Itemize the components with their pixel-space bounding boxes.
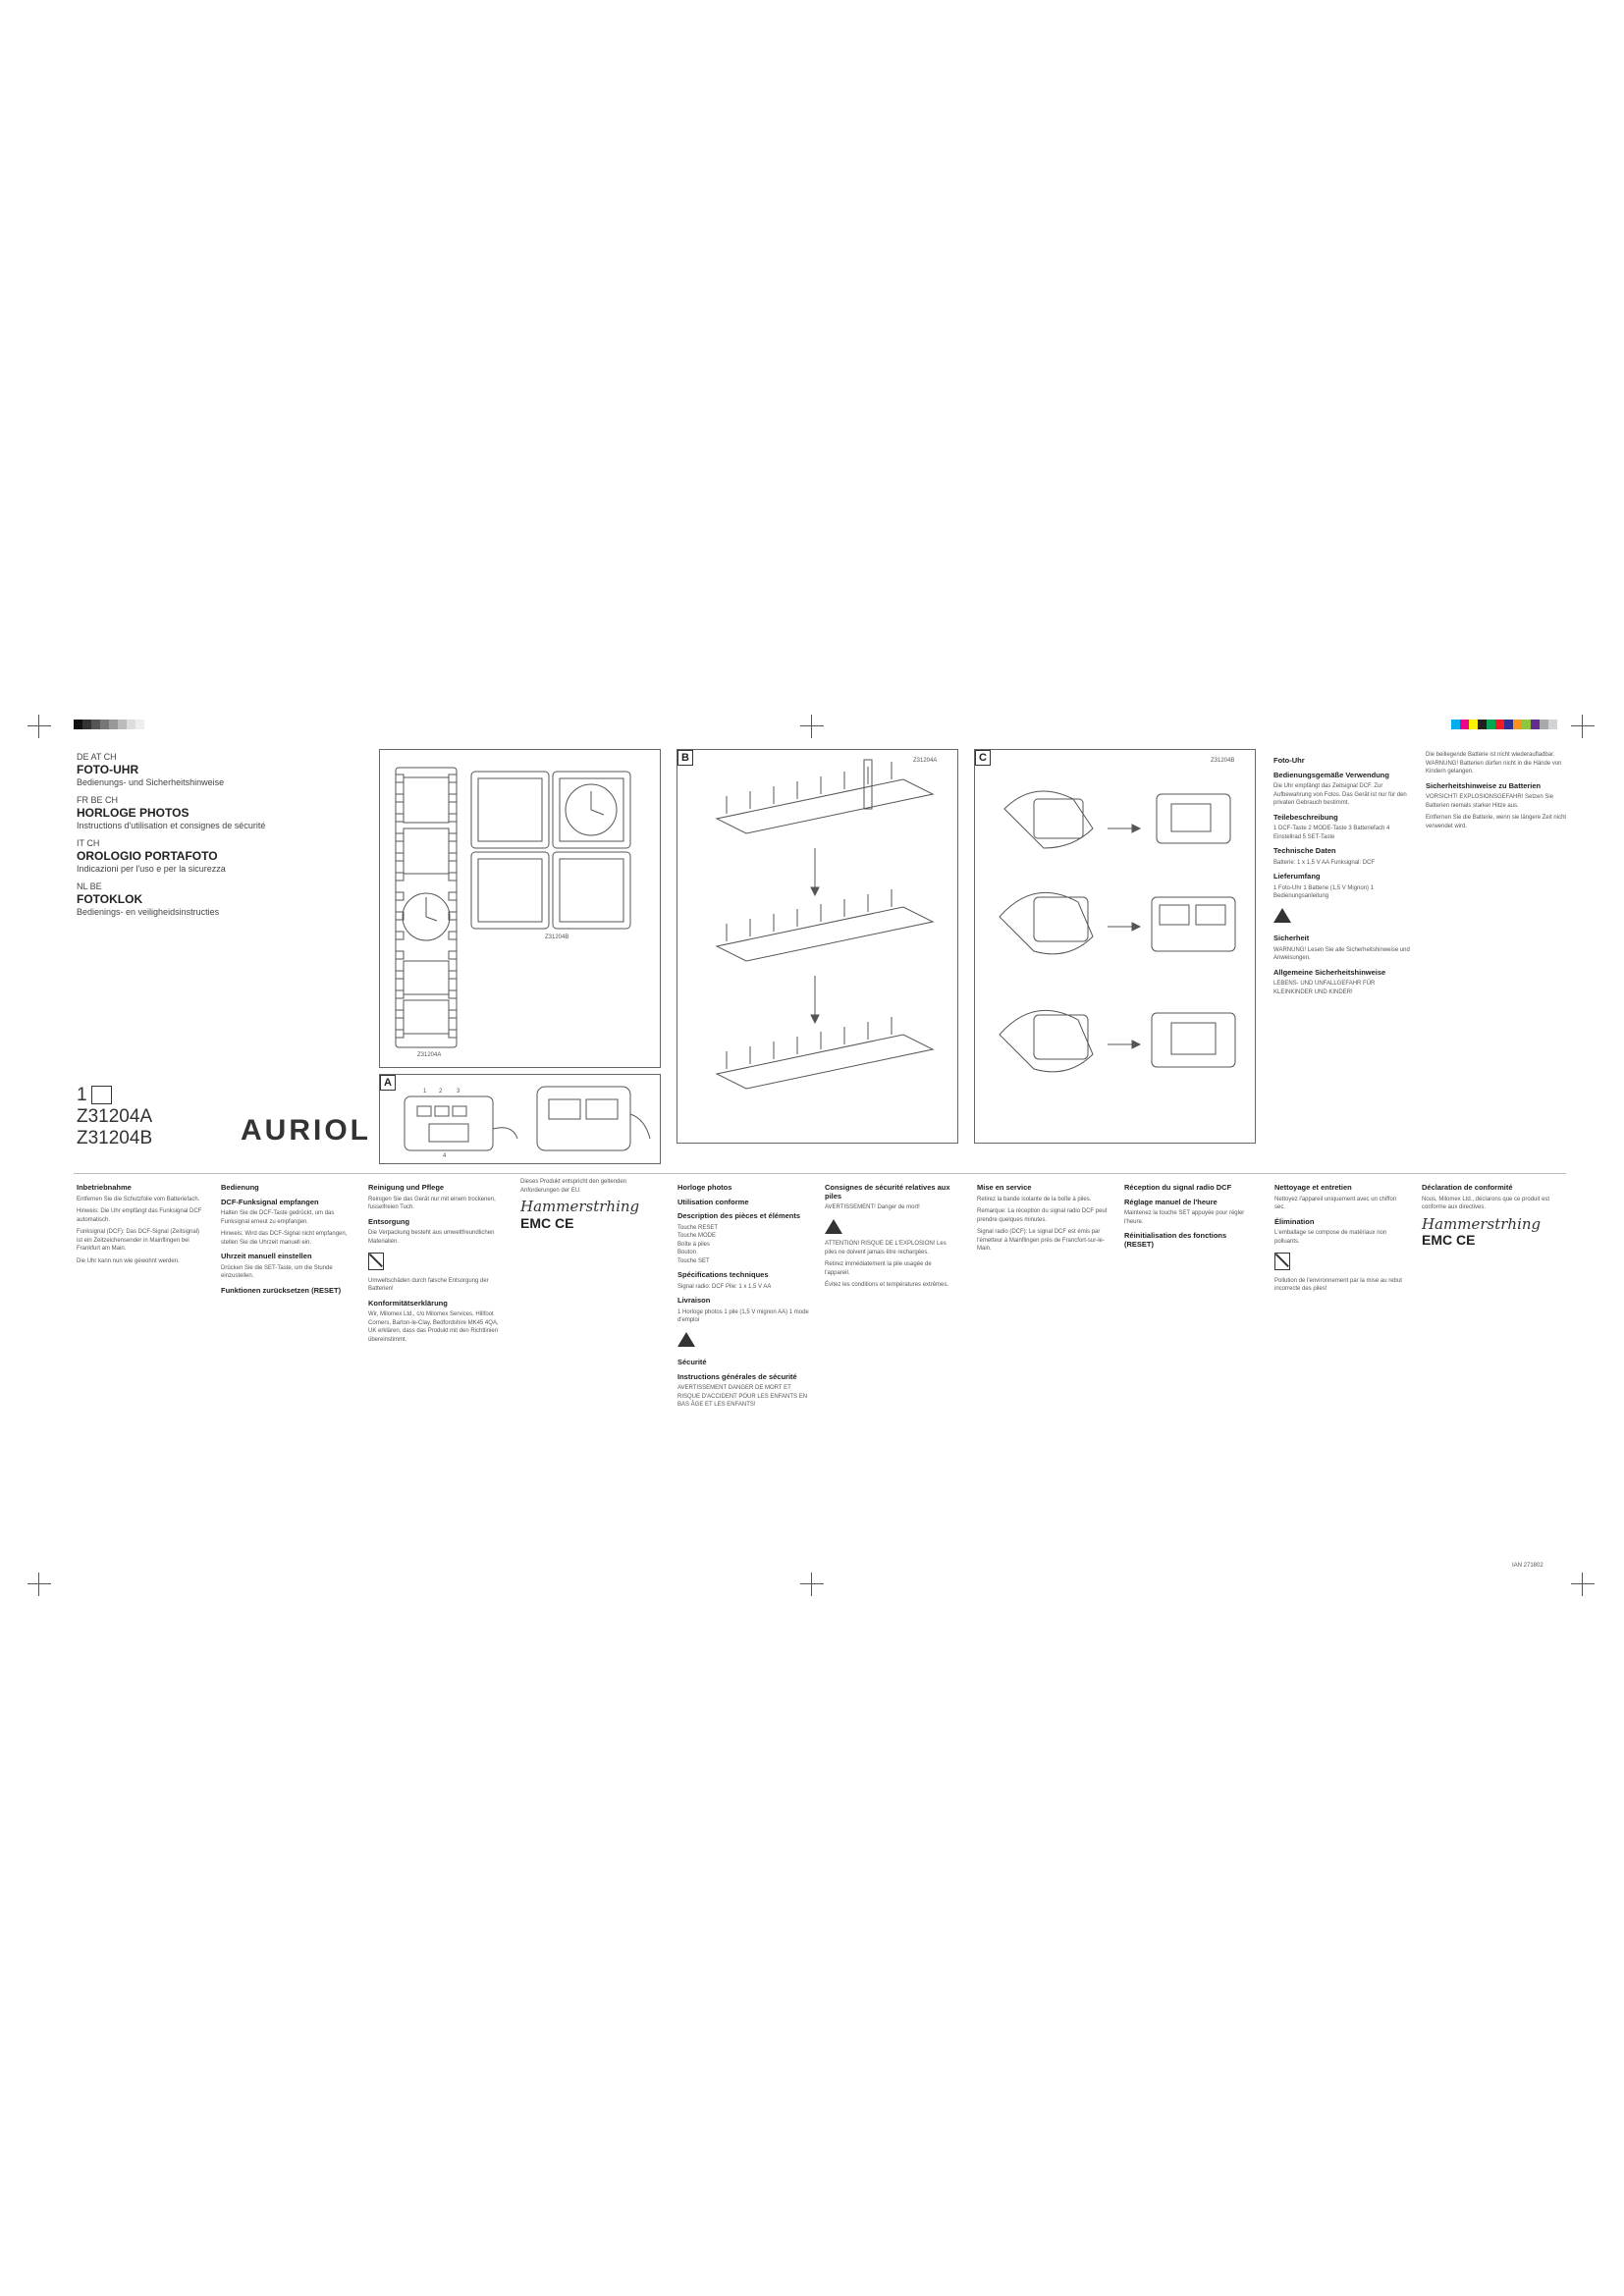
paragraph: Reinigen Sie das Gerät nur mit einem trockenen, fusselfreien Tuch. — [368, 1196, 496, 1210]
section-heading: Bedienungsgemäße Verwendung — [1273, 770, 1389, 779]
sub-heading: Uhrzeit manuell einstellen — [221, 1252, 312, 1260]
frame-notch — [449, 932, 457, 939]
section-heading: Teilebeschreibung — [1273, 812, 1338, 822]
ident-number: IAN 271802 — [1512, 1563, 1543, 1569]
color-swatch — [1487, 720, 1495, 729]
section-heading: Lieferumfang — [1273, 872, 1321, 881]
paragraph: 1 DCF-Taste 2 MODE-Taste 3 Batteriefach 4 Einstellrad 5 SET-Taste — [1273, 826, 1390, 840]
paragraph: Halten Sie die DCF-Taste gedrückt, um das Funksignal erneut zu empfangen. — [221, 1210, 335, 1225]
product-subtitle: Bedienungs- und Sicherheitshinweise — [77, 777, 225, 787]
lang-flags: NL BE — [77, 881, 102, 891]
figure-panel-c — [974, 749, 1256, 1144]
color-swatch — [1478, 720, 1487, 729]
fr-column-3 — [977, 1178, 1110, 1257]
sub-heading: Konformitätserklärung — [368, 1298, 448, 1308]
lang-flags: IT CH — [77, 838, 100, 848]
paragraph: Signal radio (DCF): Le signal DCF est émis par l'émetteur à Mainflingen près de Francfort-sur-le-Main. — [977, 1229, 1105, 1252]
color-swatch — [1531, 720, 1540, 729]
page-divider — [74, 1173, 1566, 1174]
frame-notch — [396, 971, 404, 979]
product-subtitle: Instructions d'utilisation et consignes de sécurité — [77, 821, 266, 830]
paragraph: Entfernen Sie die Batterie, wenn sie längere Zeit nicht verwendet wird. — [1426, 815, 1567, 829]
figure-panel-b — [677, 749, 958, 1144]
frame-notch — [449, 833, 457, 841]
paragraph: Nous, Milomex Ltd., déclarons que ce produit est conforme aux directives. — [1422, 1196, 1550, 1210]
section-heading: Nettoyage et entretien — [1274, 1183, 1352, 1192]
title-block — [77, 751, 371, 919]
warning-icon — [677, 1332, 695, 1347]
sub-heading: Livraison — [677, 1296, 711, 1305]
fr-column-4 — [1274, 1178, 1407, 1298]
part-number: 4 — [443, 1153, 447, 1159]
product-title: HORLOGE PHOTOS — [77, 806, 189, 820]
sub-heading: Instructions générales de sécurité — [677, 1371, 797, 1381]
model-b: Z31204B — [77, 1128, 153, 1148]
part-item: Bouton — [677, 1250, 697, 1255]
section-heading: Inbetriebnahme — [77, 1183, 132, 1192]
part-number: 1 — [423, 1089, 427, 1095]
battery-illustration — [380, 1075, 660, 1163]
paragraph: Pollution de l'environnement par la mise au rebut incorrecte des piles! — [1274, 1277, 1402, 1292]
title-entry-fr — [77, 794, 371, 832]
frame-notch — [396, 892, 404, 900]
frame-notch — [396, 1030, 404, 1038]
paragraph: Drücken Sie die SET-Taste, um die Stunde einzustellen. — [221, 1264, 333, 1279]
registration-mark — [1571, 715, 1595, 738]
paragraph: L'emballage se compose de matériaux non polluants. — [1274, 1230, 1387, 1245]
recycle-bin-icon — [368, 1253, 384, 1270]
model-block — [77, 1085, 152, 1149]
product-title: FOTO-UHR — [77, 763, 139, 776]
frame-notch — [449, 774, 457, 782]
frame-notch — [449, 794, 457, 802]
frame-strip — [717, 1035, 933, 1089]
de-column-2 — [221, 1178, 353, 1298]
section-heading: Bedienung — [221, 1183, 259, 1192]
frame-notch — [396, 833, 404, 841]
title-entry-nl — [77, 881, 371, 919]
color-swatch — [1504, 720, 1513, 729]
color-swatch — [1522, 720, 1531, 729]
panel-label: C — [975, 750, 991, 766]
paragraph: Remarque: La réception du signal radio DCF peut prendre quelques minutes. — [977, 1208, 1108, 1223]
frame-strip — [717, 779, 933, 833]
parts-list — [677, 1224, 810, 1266]
arrow-head — [811, 1015, 819, 1023]
model-a: Z31204A — [77, 1106, 153, 1127]
fr-column-3b — [1124, 1178, 1257, 1252]
color-swatch — [1540, 720, 1548, 729]
fr-column-1 — [677, 1178, 810, 1414]
paragraph: Die Uhr empfängt das Zeitsignal DCF. Zur Aufbewahrung von Fotos. Das Gerät ist nur für den privaten Gebrauch bestimmt. — [1273, 783, 1407, 806]
paragraph: Dieses Produkt entspricht den geltenden Anforderungen der EU. — [520, 1179, 627, 1194]
product-title: FOTOKLOK — [77, 892, 143, 906]
de-column-4 — [520, 1178, 658, 1231]
frame-notch — [449, 1030, 457, 1038]
model-label: Z31204A — [913, 758, 938, 764]
frame-notch — [449, 873, 457, 881]
signature: Hammerstrhing — [1422, 1214, 1542, 1233]
product-title: OROLOGIO PORTAFOTO — [77, 849, 218, 863]
section-heading: Déclaration de conformité — [1422, 1183, 1513, 1192]
paragraph: WARNUNG! Lesen Sie alle Sicherheitshinweise und Anweisungen. — [1273, 946, 1410, 961]
product-figure-panel — [379, 749, 661, 1068]
assembly-illustration-b — [677, 750, 957, 1143]
section-heading: Horloge photos — [677, 1183, 732, 1192]
part-item: Touche MODE — [677, 1233, 717, 1239]
part-item: Touche RESET — [677, 1224, 719, 1231]
paragraph: Hinweis: Die Uhr empfängt das Funksignal DCF automatisch. — [77, 1208, 202, 1223]
emc-ce-mark: EMC CE — [520, 1214, 574, 1231]
checkbox-icon — [91, 1086, 112, 1104]
registration-mark — [27, 715, 51, 738]
registration-mark — [800, 715, 824, 738]
warning-icon — [1273, 908, 1291, 923]
section-heading: Mise en service — [977, 1183, 1032, 1192]
product-subtitle: Bedienings- en veiligheidsinstructies — [77, 907, 220, 917]
assembly-illustration-c — [975, 750, 1255, 1143]
color-swatch — [1548, 720, 1557, 729]
title-entry-it — [77, 837, 371, 876]
paragraph: AVERTISSEMENT! Danger de mort! — [825, 1204, 920, 1210]
paragraph: LEBENS- UND UNFALLGEFAHR FÜR KLEINKINDER UND KINDER! — [1273, 981, 1376, 995]
paragraph: Die beiliegende Batterie ist nicht wiederaufladbar. WARNUNG! Batterien dürfen nicht in die Hände von Kindern gelangen. — [1426, 752, 1562, 774]
cover-text-column-battery — [1426, 751, 1568, 834]
paragraph: ATTENTION! RISQUE DE L'EXPLOSION! Les piles ne doivent jamais être rechargées. — [825, 1241, 947, 1255]
fr-column-2 — [825, 1178, 957, 1294]
paragraph: Signal radio: DCF Pile: 1 x 1,5 V AA — [677, 1283, 772, 1290]
emc-ce-mark: EMC CE — [1422, 1232, 1476, 1248]
part-item: Touche SET — [677, 1257, 710, 1264]
sub-heading: Élimination — [1274, 1216, 1315, 1226]
frame-notch — [449, 971, 457, 979]
part-number: 2 — [439, 1089, 443, 1095]
part-item: Boîte à piles — [677, 1241, 711, 1248]
frame-notch — [396, 951, 404, 959]
frame-notch — [396, 814, 404, 822]
paragraph: Nettoyez l'appareil uniquement avec un chiffon sec. — [1274, 1196, 1397, 1210]
color-swatch — [1469, 720, 1478, 729]
cover-text-column — [1273, 751, 1416, 1000]
recycle-bin-icon — [1274, 1253, 1290, 1270]
frame-notch — [396, 873, 404, 881]
sub-heading: Réception du signal radio DCF — [1124, 1183, 1232, 1192]
title-entry-de — [77, 751, 371, 789]
frame-notch — [396, 990, 404, 998]
grey-scale-bar — [74, 720, 144, 729]
product-subtitle: Indicazioni per l'uso e per la sicurezza — [77, 864, 226, 874]
model-b-label: Z31204B — [545, 934, 569, 940]
color-swatch — [1460, 720, 1469, 729]
paragraph: AVERTISSEMENT DANGER DE MORT ET RISQUE D'ACCIDENT POUR LES ENFANTS EN BAS ÂGE ET LES ENFANTS! — [677, 1385, 808, 1408]
frame-notch — [449, 853, 457, 861]
paragraph: 1 Foto-Uhr 1 Batterie (1,5 V Mignon) 1 Bedienungsanleitung — [1273, 884, 1375, 899]
sub-heading: Description des pièces et éléments — [677, 1211, 801, 1220]
sub-heading: DCF-Funksignal empfangen — [221, 1197, 319, 1206]
sub-heading: Sécurité — [677, 1358, 707, 1366]
paragraph: Hinweis: Wird das DCF-Signal nicht empfangen, stellen Sie die Uhrzeit manuell ein. — [221, 1231, 348, 1246]
frame-strip — [717, 907, 933, 961]
paragraph: Die Verpackung besteht aus umweltfreundlichen Materialien. — [368, 1230, 495, 1245]
brand-logo: AURIOL — [241, 1114, 371, 1147]
frame-notch — [396, 774, 404, 782]
lang-flags: DE AT CH — [77, 752, 117, 762]
registration-mark — [800, 1573, 824, 1596]
section-heading: Consignes de sécurité relatives aux piles — [825, 1183, 950, 1201]
sub-heading: Funktionen zurücksetzen (RESET) — [221, 1285, 342, 1295]
lang-flags: FR BE CH — [77, 795, 119, 805]
paragraph: Wir, Milomex Ltd., c/o Milomex Services, Hillfoot Corners, Barton-le-Clay, Bedfordshire MK45 4QA, UK erklären, dass das Produkt mit den Richtlinien übereinstimmt. — [368, 1311, 499, 1343]
part-number: 3 — [457, 1089, 460, 1095]
color-swatch — [1451, 720, 1460, 729]
sub-heading: Réglage manuel de l'heure — [1124, 1197, 1218, 1206]
paragraph: Entfernen Sie die Schutzfolie vom Batteriefach. — [77, 1196, 200, 1202]
de-column-1 — [77, 1178, 204, 1269]
paragraph: Retirez la bande isolante de la boîte à piles. — [977, 1196, 1092, 1202]
section-heading: Sicherheit — [1273, 934, 1310, 942]
product-illustration — [380, 750, 660, 1067]
signature: Hammerstrhing — [520, 1198, 640, 1215]
paragraph: Die Uhr kann nun wie gewohnt werden. — [77, 1257, 180, 1264]
frame-notch — [396, 1010, 404, 1018]
frame-notch — [449, 892, 457, 900]
arrow-head — [811, 887, 819, 895]
section-heading: Reinigung und Pflege — [368, 1183, 445, 1192]
frame-notch — [396, 932, 404, 939]
de-column-3 — [368, 1178, 506, 1348]
paragraph: 1 Horloge photos 1 pile (1,5 V mignon AA) 1 mode d'emploi — [677, 1308, 809, 1323]
paragraph: VORSICHT! EXPLOSIONSGEFAHR! Setzen Sie Batterien niemals starker Hitze aus. — [1426, 794, 1554, 809]
registration-mark — [27, 1573, 51, 1596]
sub-heading: Utilisation conforme — [677, 1197, 749, 1206]
panel-label: A — [380, 1075, 396, 1091]
color-swatch — [1513, 720, 1522, 729]
section-heading: Technische Daten — [1273, 846, 1336, 855]
section-heading: Allgemeine Sicherheitshinweise — [1273, 967, 1386, 977]
model-count: 1 — [77, 1085, 152, 1106]
sub-heading: Réinitialisation des fonctions (RESET) — [1124, 1231, 1227, 1249]
paragraph: Umweltschäden durch falsche Entsorgung der Batterien! — [368, 1277, 489, 1292]
registration-mark — [1571, 1573, 1595, 1596]
sub-heading: Spécifications techniques — [677, 1270, 769, 1279]
frame-notch — [396, 853, 404, 861]
paragraph: Maintenez la touche SET appuyée pour régler l'heure. — [1124, 1210, 1245, 1225]
section-heading: Sicherheitshinweise zu Batterien — [1426, 780, 1542, 790]
frame-notch — [449, 951, 457, 959]
paragraph: Évitez les conditions et températures extrêmes. — [825, 1282, 949, 1288]
warning-icon — [825, 1219, 842, 1234]
fr-column-5 — [1422, 1178, 1559, 1248]
panel-label: B — [677, 750, 693, 766]
paragraph: Retirez immédiatement la pile usagée de l'appareil. — [825, 1261, 932, 1276]
color-bar — [1451, 720, 1557, 729]
model-label: Z31204B — [1211, 758, 1235, 764]
frame-notch — [449, 990, 457, 998]
section-title: Foto-Uhr — [1273, 756, 1305, 765]
frame-notch — [449, 1010, 457, 1018]
paragraph: Batterie: 1 x 1,5 V AA Funksignal: DCF — [1273, 859, 1376, 866]
model-a-label: Z31204A — [417, 1052, 442, 1058]
frame-notch — [449, 814, 457, 822]
frame-notch — [396, 794, 404, 802]
sub-heading: Entsorgung — [368, 1216, 410, 1226]
color-swatch — [1495, 720, 1504, 729]
figure-panel-a — [379, 1074, 661, 1164]
paragraph: Funksignal (DCF): Das DCF-Signal (Zeitsignal) ist ein Zeitzeichensender in Mainflingen bei Frankfurt am Main. — [77, 1229, 200, 1252]
